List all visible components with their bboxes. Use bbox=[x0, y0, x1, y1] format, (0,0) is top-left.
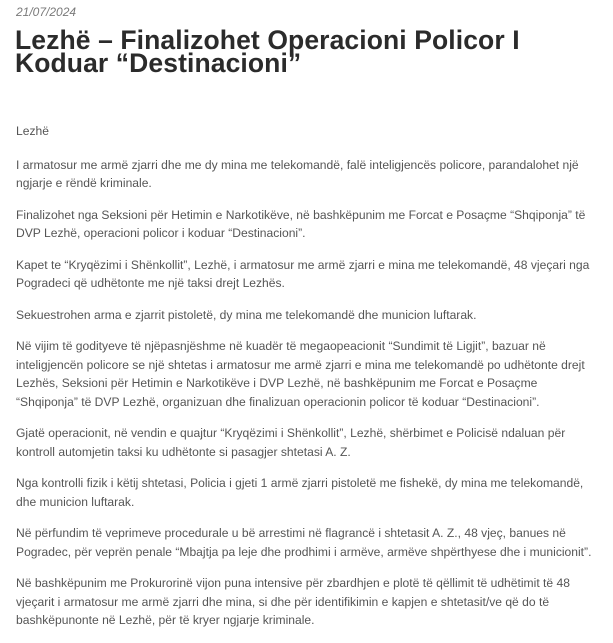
paragraph-6: Gjatë operacionit, në vendin e quajtur “Kryqëzimi i Shënkollit”, Lezhë, shërbimet e Policisë ndaluan për kontroll automjetin taksi ku udhëtonte si pasagjer shtetasi A. Z. bbox=[16, 426, 566, 459]
paragraph-8: Në përfundim të veprimeve procedurale u bë arrestimi në flagrancë i shtetasit A. Z., 48 vjeç, banues në Pogradec, për veprën penale “Mbajtja pa leje dhe prodhimi i armëve, armëve shpërthyese dhe i municionit”. bbox=[16, 526, 592, 559]
article-title: Lezhë – Finalizohet Operacioni Policor I Koduar “Destinacioni” bbox=[15, 25, 520, 78]
article-body bbox=[16, 122, 601, 643]
paragraph-9: Në bashkëpunim me Prokurorinë vijon puna intensive për zbardhjen e plotë të qëllimit të udhëtimit të 48 vjeçarit i armatosur me armë zjarri dhe mina, si dhe për identifikimin e kapjen e shtetasit/ve që do të bashkëpunonte në Lezhë, për të kryer ngjarje kriminale. bbox=[16, 576, 570, 627]
paragraph-2: Finalizohet nga Seksioni për Hetimin e Narkotikëve, në bashkëpunim me Forcat e Posaçme “Shqiponja” të DVP Lezhë, operacioni policor i koduar “Destinacioni”. bbox=[16, 207, 586, 240]
paragraph-7: Nga kontrolli fizik i këtij shtetasi, Policia i gjeti 1 armë zjarri pistoletë me fishekë, dy mina me telekomandë, dhe municion luftarak. bbox=[16, 476, 584, 509]
paragraph-4: Sekuestrohen arma e zjarrit pistoletë, dy mina me telekomandë dhe municion luftarak. bbox=[16, 307, 477, 322]
paragraph-1: I armatosur me armë zjarri dhe me dy mina me telekomandë, falë inteligjencës policore, parandalohet një ngjarje e rëndë kriminale. bbox=[16, 157, 579, 190]
paragraph-3: Kapet te “Kryqëzimi i Shënkollit”, Lezhë, i armatosur me armë zjarri e mina me telekomandë, 48 vjeçari nga Pogradeci që udhëtonte me një taksi drejt Lezhës. bbox=[16, 257, 590, 290]
publish-date: 21/07/2024 bbox=[16, 5, 77, 19]
location-line: Lezhë bbox=[16, 124, 49, 138]
paragraph-5: Në vijim të godityeve të njëpasnjëshme në kuadër të megaopeacionit “Sundimit të Ligjit”, bazuar në inteligjencën policore se një shtetas i armatosur me armë zjarri e mina me telekomandë po udhëtonte drejt Lezhës, Seksioni për Hetimin e Narkotikëve i DVP Lezhë, në bashkëpunim me Forcat e Posaçme “Shqiponja” të DVP Lezhë, organizuan dhe finalizuan operacionin policor të koduar “Destinacioni”. bbox=[16, 339, 585, 409]
